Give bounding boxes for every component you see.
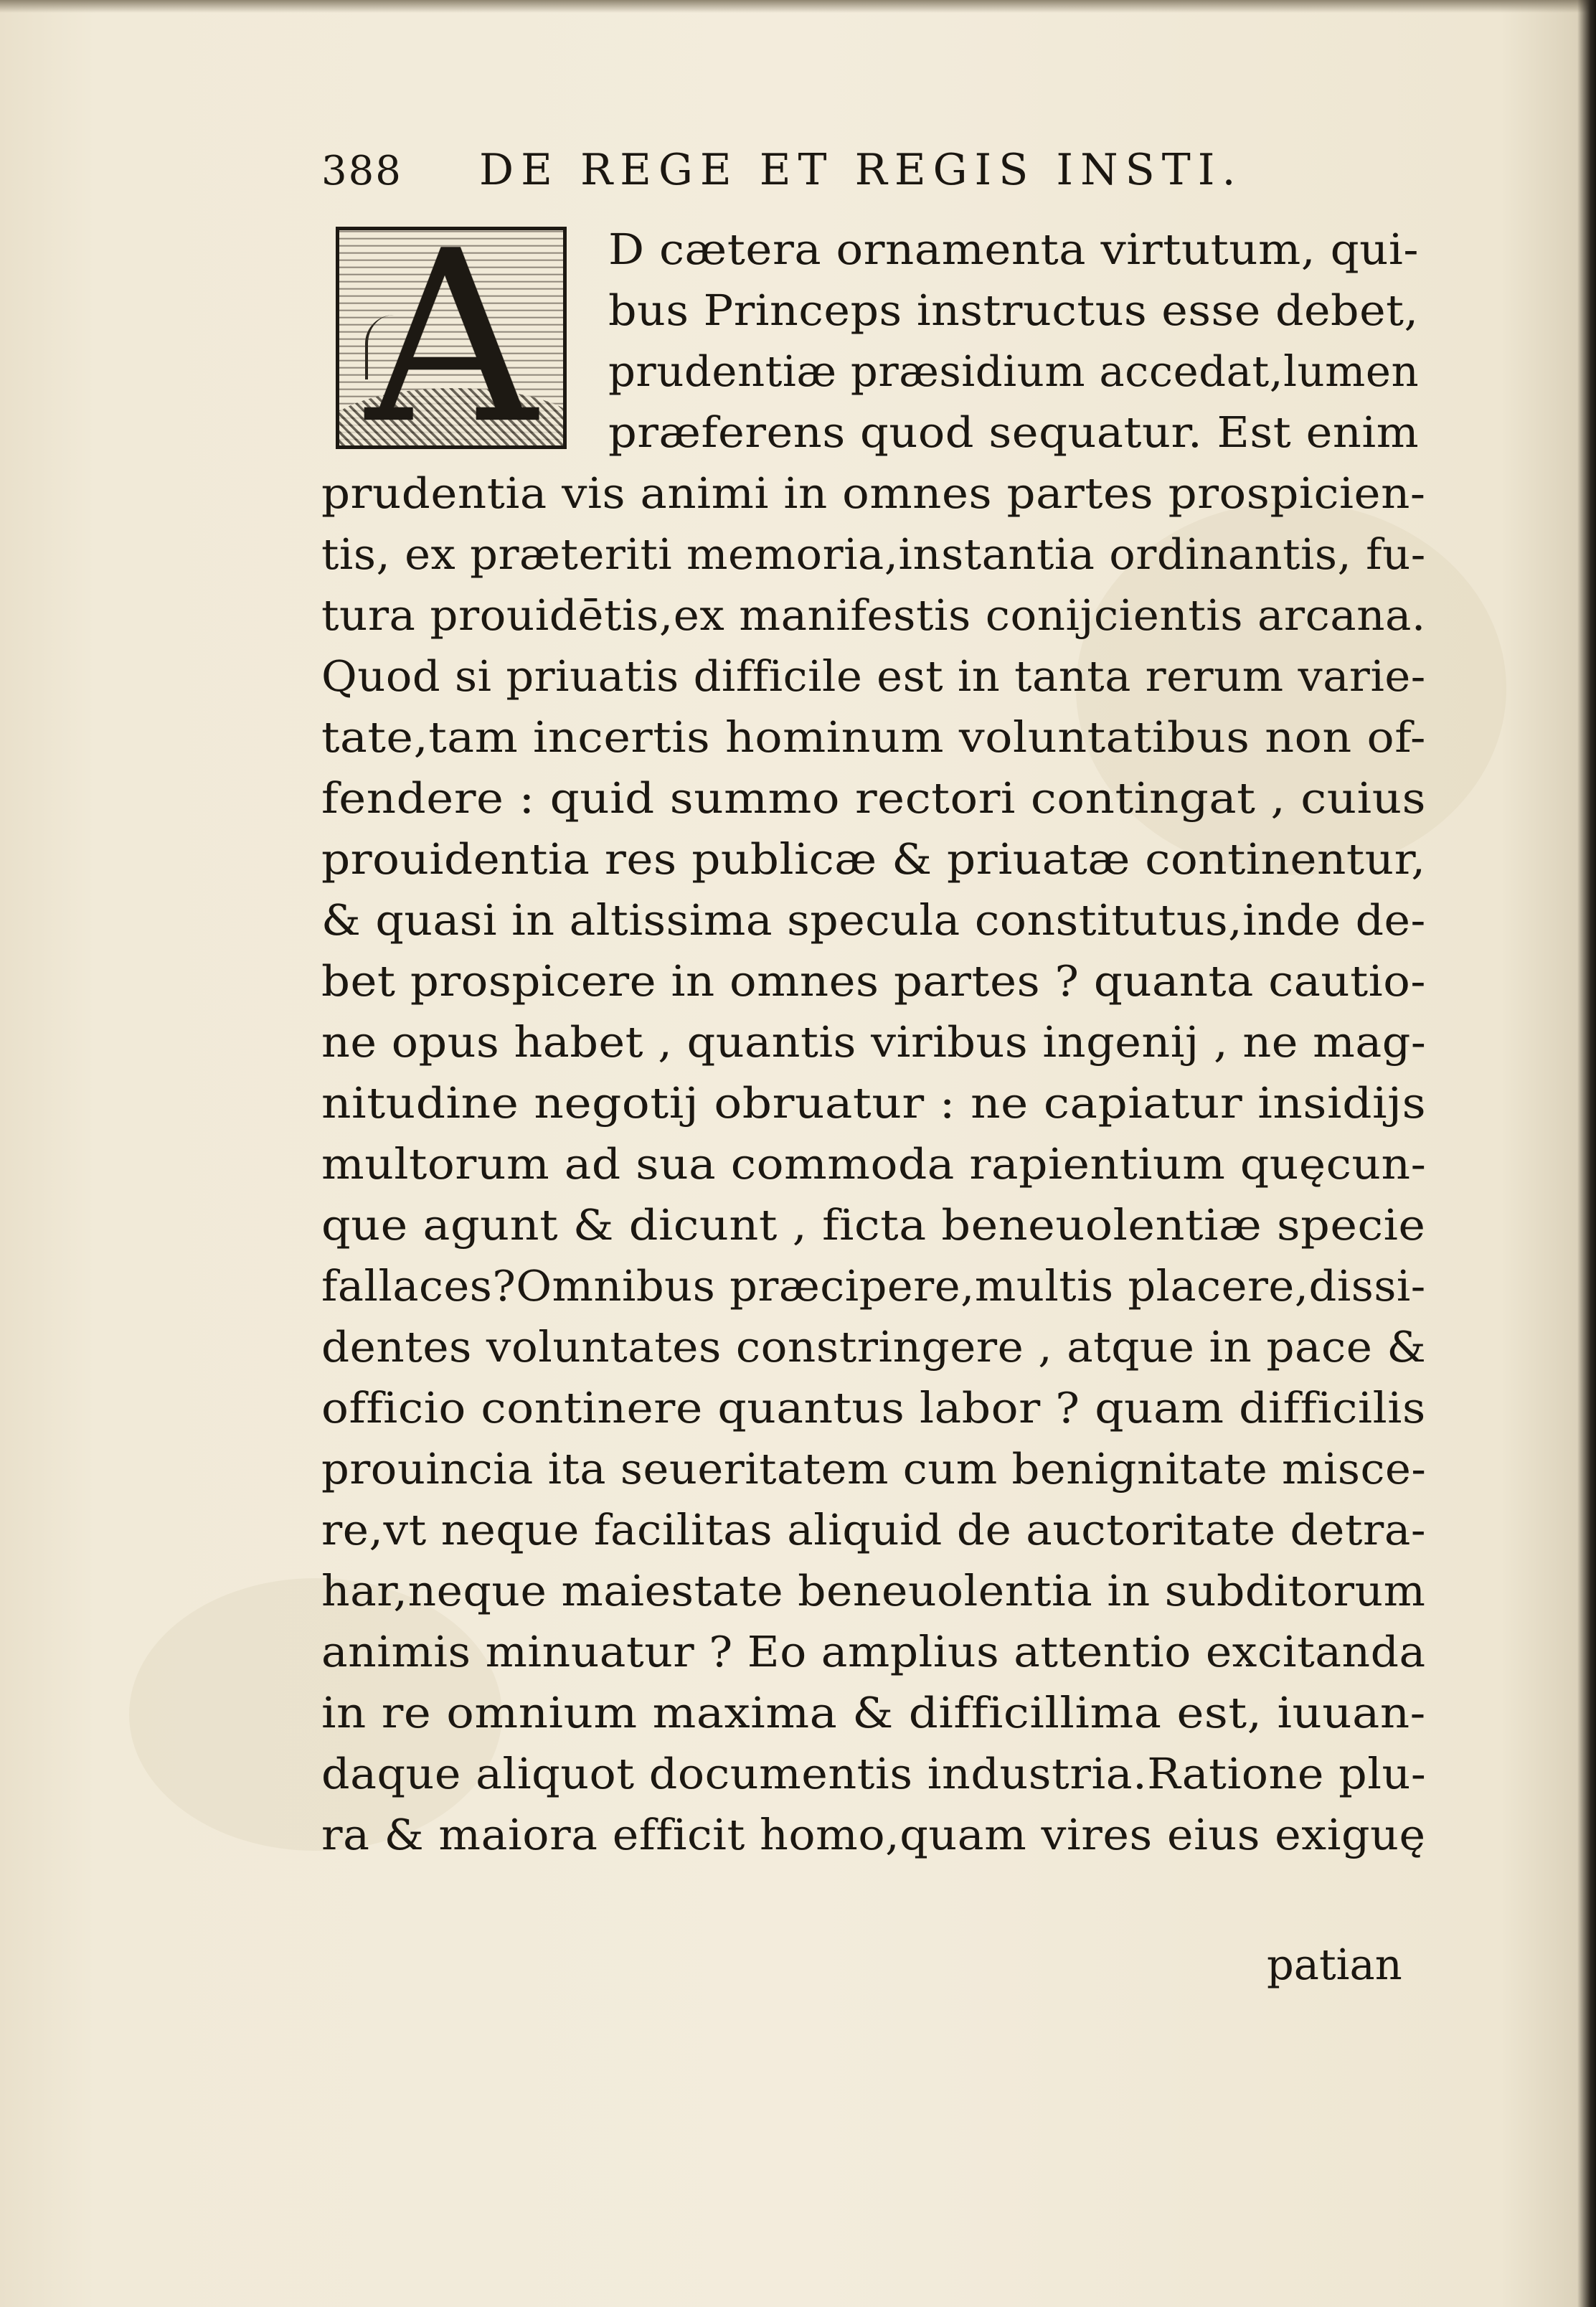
text-line: fendere : quid summo rectori contingat , cuius <box>321 773 1427 823</box>
text-line: officio continere quantus labor ? quam difficilis <box>321 1383 1426 1433</box>
text-line: re,vt neque facilitas aliquid de auctoritate detra- <box>321 1505 1427 1554</box>
page-number: 388 <box>321 148 402 194</box>
page-header <box>321 141 1283 205</box>
text-line: Quod si priuatis difficile est in tanta rerum varie- <box>321 651 1426 701</box>
text-line: animis minuatur ? Eo amplius attentio excitanda <box>321 1627 1426 1676</box>
woodcut-initial <box>336 227 567 449</box>
text-line: in re omnium maxima & difficillima est, iuuan- <box>321 1688 1426 1737</box>
text-line: prouidentia res publicæ & priuatæ continentur, <box>321 834 1426 884</box>
text-line: bus Princeps instructus esse debet, <box>608 286 1419 335</box>
text-line: daque aliquot documentis industria.Ratione plu- <box>321 1749 1427 1798</box>
text-line: tis, ex præteriti memoria,instantia ordinantis, fu- <box>321 529 1426 579</box>
text-line: & quasi in altissima specula constitutus,inde de- <box>321 895 1426 945</box>
text-line: præferens quod sequatur. Est enim <box>608 407 1420 457</box>
text-line: prouincia ita seueritatem cum benignitate misce- <box>321 1444 1427 1494</box>
text-line: nitudine negotij obruatur : ne capiatur insidijs <box>321 1078 1427 1128</box>
catchword: patian <box>1267 1940 1402 1989</box>
text-line: har,neque maiestate beneuolentia in subditorum <box>321 1566 1426 1615</box>
text-line: ne opus habet , quantis viribus ingenij , ne mag- <box>321 1017 1427 1067</box>
text-line: prudentia vis animi in omnes partes prospicien- <box>321 468 1426 518</box>
text-line: ra & maiora efficit homo,quam vires eius exiguę <box>321 1810 1426 1859</box>
text-line: fallaces?Omnibus præcipere,multis placere,dissi- <box>321 1261 1426 1311</box>
text-line: tura prouidētis,ex manifestis conijcientis arcana. <box>321 590 1426 640</box>
text-line: D cætera ornamenta virtutum, qui- <box>608 225 1420 274</box>
text-line: tate,tam incertis hominum voluntatibus non of- <box>321 712 1426 762</box>
page-top-shadow <box>0 0 1596 13</box>
page-gutter-edge <box>1577 0 1596 2307</box>
text-line: prudentiæ præsidium accedat,lumen <box>608 346 1420 396</box>
text-line: dentes voluntates constringere , atque in pace & <box>321 1322 1427 1372</box>
text-line: que agunt & dicunt , ficta beneuolentiæ specie <box>321 1200 1426 1250</box>
text-line: multorum ad sua commoda rapientium quęcun- <box>321 1139 1427 1189</box>
decorated-initial-letter: A <box>365 227 537 449</box>
running-head: DE REGE ET REGIS INSTI. <box>479 145 1243 195</box>
text-line: bet prospicere in omnes partes ? quanta cautio- <box>321 956 1426 1006</box>
